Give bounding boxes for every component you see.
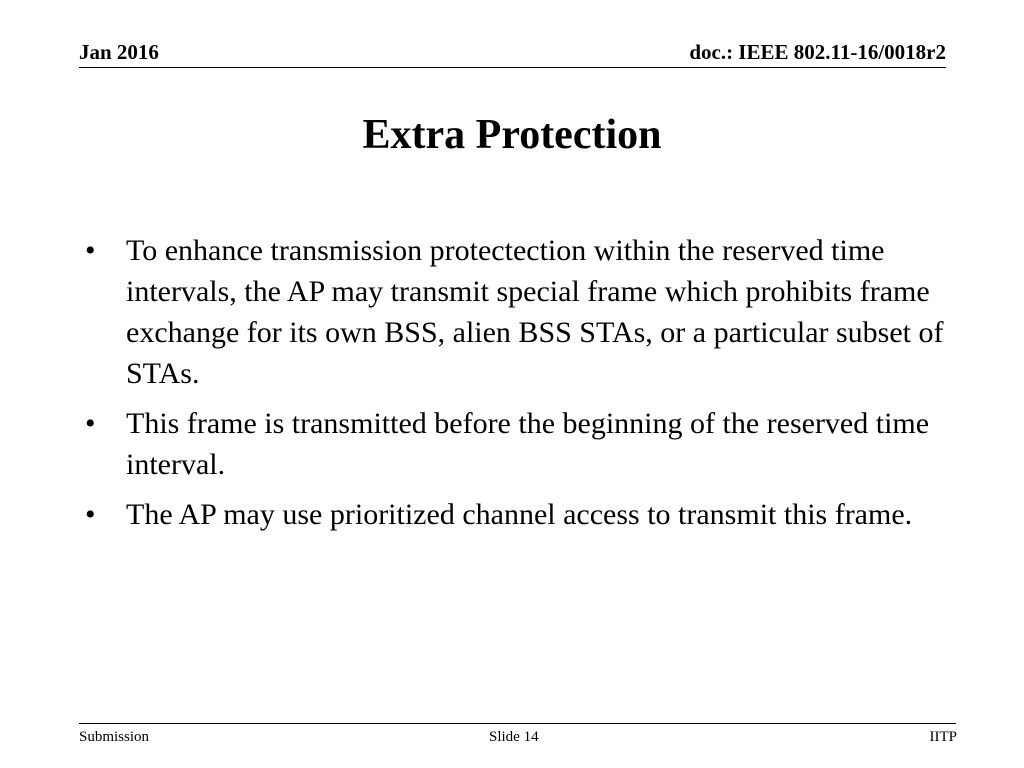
bullet-marker: • xyxy=(85,234,96,267)
bullet-text: The AP may use prioritized channel access to transmit this frame. xyxy=(126,498,913,531)
footer-divider xyxy=(79,723,956,724)
slide-title: Extra Protection xyxy=(362,112,662,158)
footer-submission: Submission xyxy=(79,729,150,745)
bullet-item xyxy=(83,230,953,394)
bullet-text: This frame is transmitted before the beginning of the reserved time interval. xyxy=(126,407,930,481)
footer-slide-number: Slide 14 xyxy=(489,729,539,745)
header-doc-id: doc.: IEEE 802.11-16/0018r2 xyxy=(689,40,946,64)
header-divider xyxy=(79,67,946,68)
bullet-item xyxy=(83,494,953,535)
header-date: Jan 2016 xyxy=(79,40,159,64)
bullet-marker: • xyxy=(85,498,96,531)
bullet-marker: • xyxy=(85,407,96,440)
bullet-text: To enhance transmission protectection within the reserved time intervals, the AP may transmit special frame which prohibits frame exchange for its own BSS, alien BSS STAs, or a particular subset of STAs. xyxy=(126,234,944,390)
footer-organization: IITP xyxy=(929,729,957,745)
bullet-item xyxy=(83,403,953,485)
bullet-list xyxy=(83,230,953,544)
